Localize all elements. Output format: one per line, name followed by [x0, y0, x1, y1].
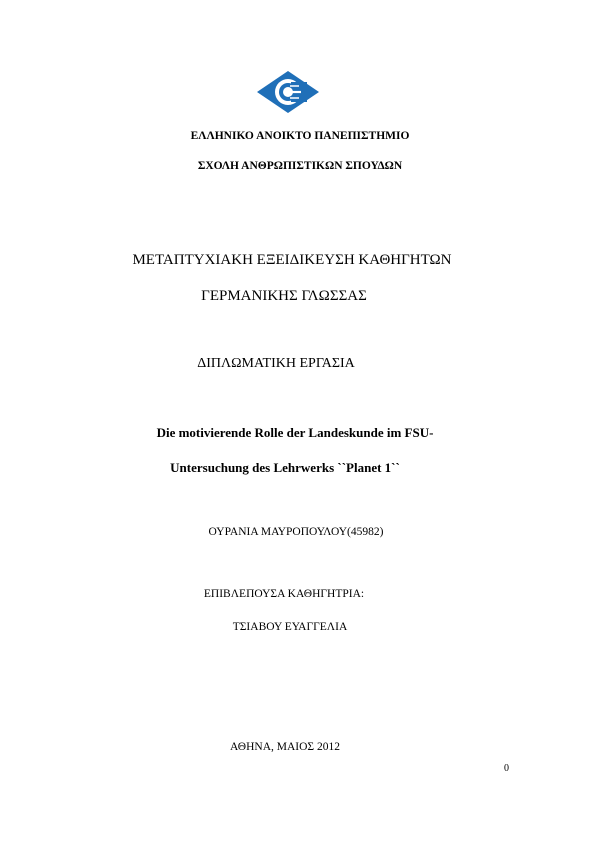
school-name: ΣΧΟΛΗ ΑΝΘΡΩΠΙΣΤΙΚΩΝ ΣΠΟΥΔΩΝ	[197, 160, 403, 172]
author-name: ΟΥΡΑΝΙΑ ΜΑΥΡΟΠΟΥΛΟΥ(45982)	[208, 526, 384, 538]
supervisor-name: ΤΣΙΑΒΟΥ ΕΥΑΓΓΕΛΙΑ	[232, 621, 348, 633]
thesis-title-line-1: Die motivierende Rolle der Landeskunde im FSU-	[156, 425, 434, 440]
place-date: ΑΘΗΝΑ, ΜΑΙΟΣ 2012	[229, 741, 341, 753]
supervisor-label: ΕΠΙΒΛΕΠΟΥΣΑ ΚΑΘΗΓΗΤΡΙΑ:	[203, 588, 365, 600]
university-name: ΕΛΛΗΝΙΚΟ ΑΝΟΙΚΤΟ ΠΑΝΕΠΙΣΤΗΜΙΟ	[190, 130, 410, 142]
program-line-2: ΓΕΡΜΑΝΙΚΗΣ ΓΛΩΣΣΑΣ	[201, 288, 367, 304]
thesis-title-line-2: Untersuchung des Lehrwerks ``Planet 1``	[170, 460, 400, 475]
document-type: ΔΙΠΛΩΜΑΤΙΚΗ ΕΡΓΑΣΙΑ	[197, 356, 355, 371]
page-number: 0	[504, 763, 509, 774]
university-logo	[255, 70, 321, 114]
program-line-1: ΜΕΤΑΠΤΥΧΙΑΚΗ ΕΞΕΙΔΙΚΕΥΣΗ ΚΑΘΗΓΗΤΩΝ	[132, 252, 452, 268]
